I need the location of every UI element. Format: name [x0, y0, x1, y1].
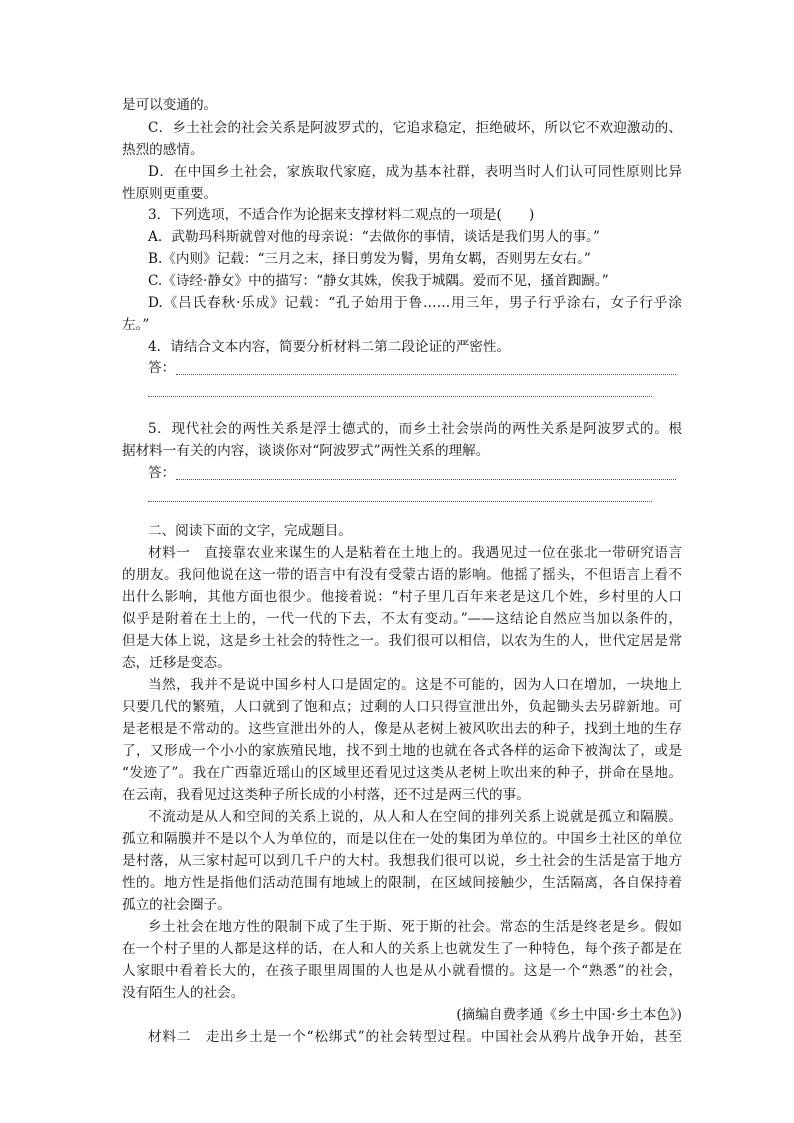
section-heading: 二、阅读下面的文字，完成题目。	[148, 523, 352, 539]
passage-line: 是老根是不常动的。这些宣泄出外的人，像是从老树上被风吹出去的种子，找到土地的生存	[122, 721, 682, 737]
question-4: 4．请结合文本内容，简要分析材料二第二段论证的严密性。	[148, 339, 511, 355]
passage-line: 只要几代的繁殖，人口就到了饱和点；过剩的人口只得宣泄出外，负起锄头去另辟新地。可	[122, 699, 682, 715]
answer-line	[148, 501, 652, 502]
option-c-line: C．乡土社会的社会关系是阿波罗式的，它追求稳定，拒绝破坏，所以它不欢迎激动的、	[148, 120, 682, 136]
passage-line: 人家眼中看着长大的，在孩子眼里周围的人也是从小就看惯的。这是一个“熟悉”的社会，	[122, 963, 682, 979]
question-3: 3．下列选项，不适合作为论据来支撑材料二观点的一项是( )	[148, 207, 535, 223]
option-d-line: D．在中国乡土社会，家族取代家庭，成为基本社群，表明当时人们认可同性原则比异	[148, 164, 682, 180]
passage-line: 当然，我并不是说中国乡村人口是固定的。这是不可能的，因为人口在增加，一块地上	[148, 677, 682, 693]
passage-line: 孤立和隔膜并不是以个人为单位的，而是以住在一处的集团为单位的。中国乡土社区的单位	[122, 831, 682, 847]
text-line: 据材料一有关的内容，谈谈你对“阿波罗式”两性关系的理解。	[122, 443, 490, 459]
source-citation: (摘编自费孝通《乡土中国·乡土本色》)	[456, 1007, 682, 1023]
question-3-option-a: A．武勒玛科斯就曾对他的母亲说：“去做你的事情，谈话是我们男人的事。”	[148, 229, 600, 245]
text-line: 是可以变通的。	[122, 97, 218, 113]
question-3-option-d: D.《吕氏春秋·乐成》记载：“孔子始用于鲁……用三年，男子行乎涂右，女子行乎涂	[148, 295, 682, 311]
text-line: 热烈的感情。	[122, 142, 204, 158]
text-line: 性原则更重要。	[122, 186, 218, 202]
passage-line: 但是大体上说，这是乡土社会的特性之一。我们很可以相信，以农为生的人，世代定居是常	[122, 633, 682, 649]
passage-line: 在一个村子里的人都是这样的话，在人和人的关系上也就发生了一种特色，每个孩子都是在	[122, 941, 682, 957]
passage-line: 在云南，我看见过这类种子所长成的小村落，还不过是两三代的事。	[122, 787, 530, 803]
answer-line	[176, 374, 676, 375]
answer-label: 答：	[148, 465, 176, 481]
passage-line: 了，又形成一个小小的家族殖民地，找不到土地的也就在各式各样的运命下被淘汰了，或是	[122, 743, 682, 759]
passage-line: 乡土社会在地方性的限制下成了生于斯、死于斯的社会。常态的生活是终老是乡。假如	[148, 919, 682, 935]
passage-line: 出什么影响，其他方面也很少。他接着说：“村子里几百年来老是这几个姓，乡村里的人口	[122, 589, 682, 605]
passage-line: 似乎是附着在土上的，一代一代的下去，不太有变动。”——这结论自然应当加以条件的，	[122, 611, 682, 627]
passage-line: 的朋友。我问他说在这一带的语言中有没有受蒙古语的影响。他摇了摇头，不但语言上看不	[122, 567, 682, 583]
passage-line: “发迹了”。我在广西靠近瑶山的区域里还看见过这类从老树上吹出来的种子，拼命在垦地。	[122, 765, 682, 781]
passage-line: 态，迁移是变态。	[122, 655, 231, 671]
passage-line: 性的。地方性是指他们活动范围有地域上的限制，在区域间接触少，生活隔离，各自保持着	[122, 875, 682, 891]
answer-line	[176, 479, 676, 480]
passage-line: 孤立的社会圈子。	[122, 897, 231, 913]
question-3-option-b: B.《内则》记载：“三月之末，择日剪发为鬌，男角女羁，否则男左女右。”	[148, 251, 591, 267]
answer-line	[148, 396, 652, 397]
passage-line: 没有陌生人的社会。	[122, 985, 245, 1001]
passage-line: 材料一 直接靠农业来谋生的人是粘着在土地上的。我遇见过一位在张北一带研究语言	[148, 545, 682, 561]
passage-line: 是村落，从三家村起可以到几千户的大村。我想我们很可以说，乡土社会的生活是富于地方	[122, 853, 682, 869]
passage-line: 材料二 走出乡土是一个“松绑式”的社会转型过程。中国社会从鸦片战争开始，甚至	[148, 1029, 682, 1045]
question-3-option-c: C.《诗经·静女》中的描写：“静女其姝，俟我于城隅。爱而不见，搔首踟蹰。”	[148, 273, 609, 289]
passage-line: 不流动是从人和空间的关系上说的，从人和人在空间的排列关系上说就是孤立和隔膜。	[148, 809, 682, 825]
question-5: 5．现代社会的两性关系是浮士德式的，而乡土社会崇尚的两性关系是阿波罗式的。根	[148, 421, 682, 437]
text-line: 左。”	[122, 317, 150, 333]
answer-label: 答：	[148, 360, 176, 376]
